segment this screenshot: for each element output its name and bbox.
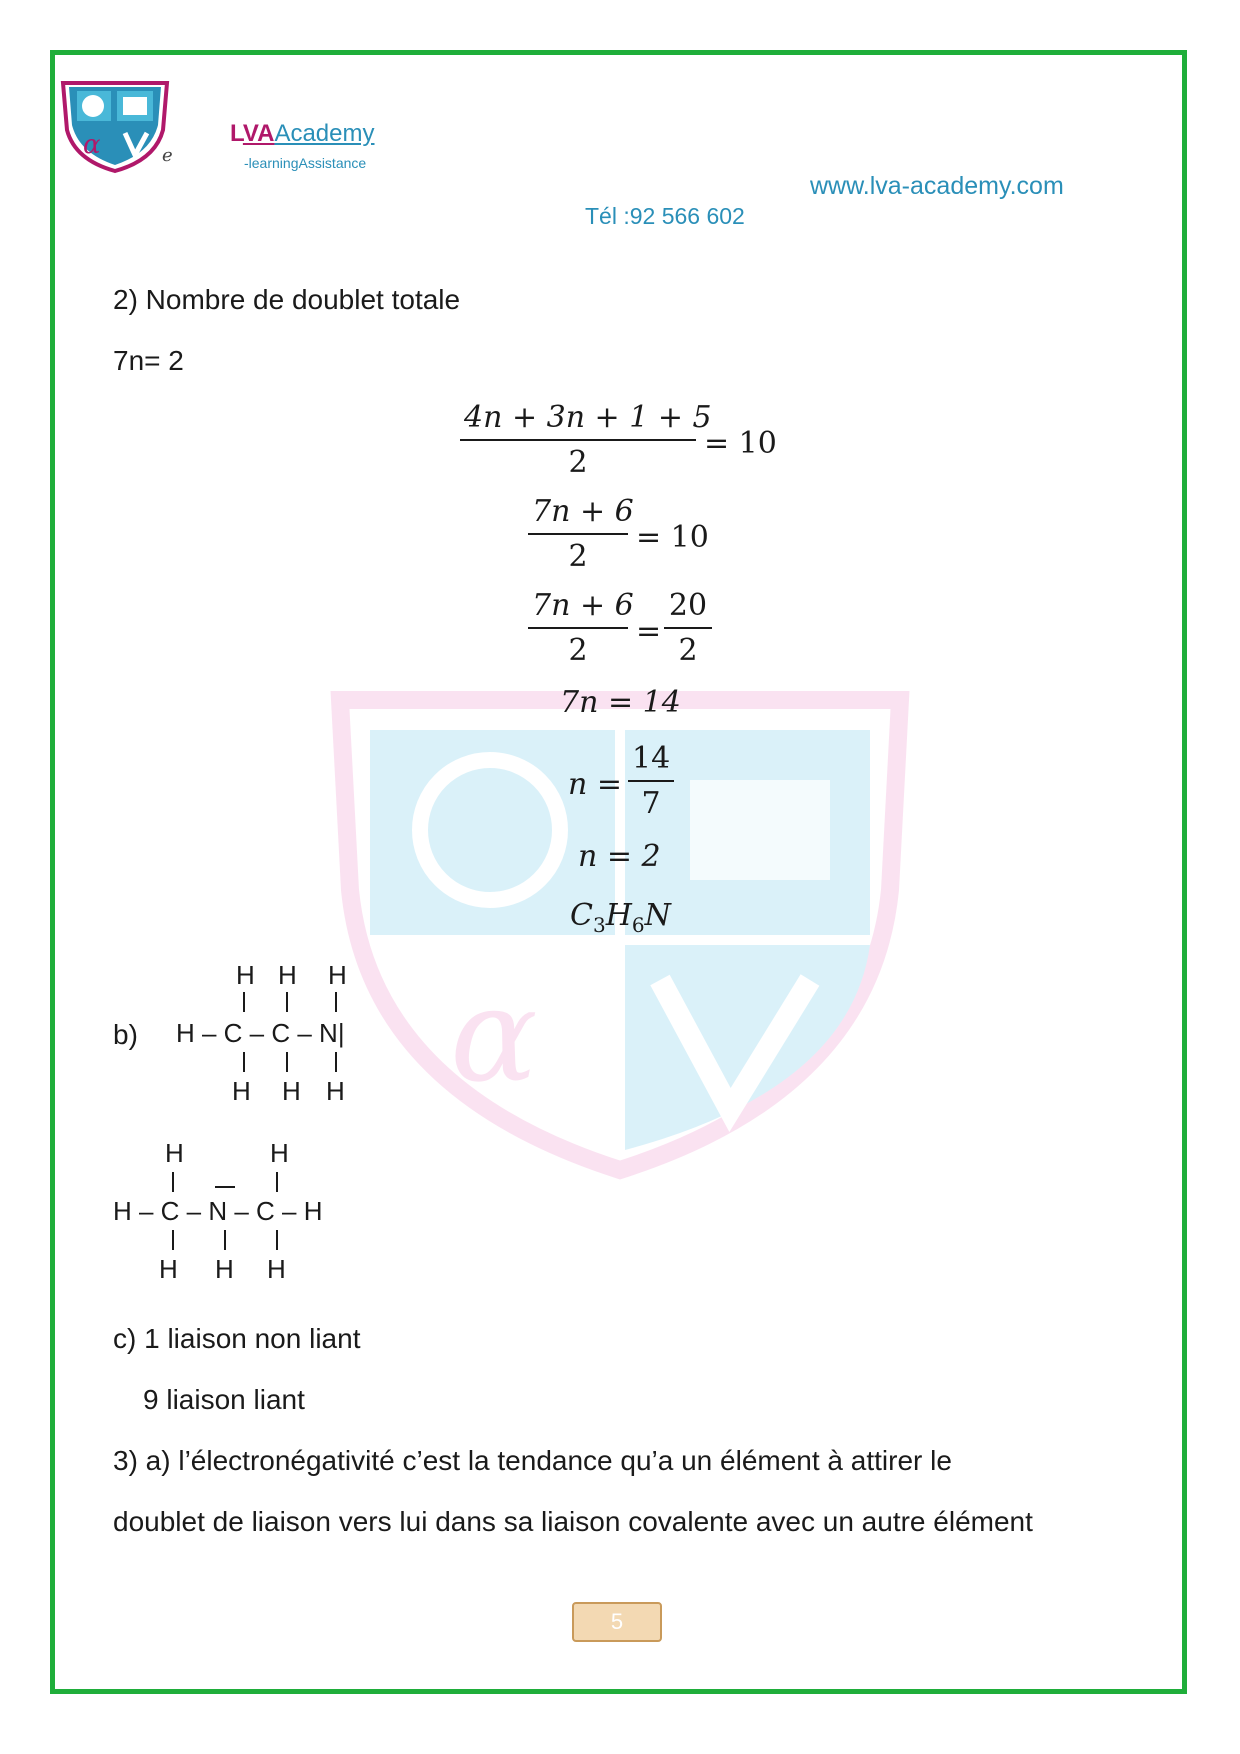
- bond-line: [224, 1230, 226, 1250]
- phone-number: Tél :92 566 602: [585, 203, 745, 229]
- structure-1: [176, 960, 376, 1110]
- question-2-title: 2) Nombre de doublet totale: [113, 284, 461, 315]
- atom-label: H: [328, 960, 347, 990]
- molecular-formula: $C_3H_6N$: [570, 898, 671, 937]
- question-3-line-1: 3) a) l’électronégativité c’est la tendance qu’a un élément à attirer le: [113, 1445, 952, 1476]
- atom-label: H: [215, 1254, 234, 1284]
- atom-label: H: [165, 1138, 184, 1168]
- logo-e-letter: e: [162, 145, 173, 166]
- equation-2-fraction: $\frac{7n + 6}{2}$: [528, 494, 628, 574]
- bond-line: [335, 992, 337, 1012]
- bond-line: [243, 1052, 245, 1072]
- page-number: 5: [572, 1602, 662, 1642]
- lva-logo: [55, 75, 175, 175]
- structure-2: [113, 1138, 373, 1288]
- bond-line: [335, 1052, 337, 1072]
- bond-line: [276, 1172, 278, 1192]
- atom-label: H: [282, 1076, 301, 1106]
- atom-label: H: [236, 960, 255, 990]
- equation-4: 7n = 14: [560, 685, 681, 720]
- lone-pair-line: [215, 1186, 235, 1188]
- question-3-line-2: doublet de liaison vers lui dans sa liaison covalente avec un autre élément: [113, 1506, 1033, 1537]
- equation-1-rhs: = 10: [704, 426, 777, 461]
- atom-label: H: [159, 1254, 178, 1284]
- svg-text:α: α: [450, 959, 538, 1111]
- structure-1-main-chain: H – C – C – N|: [176, 1018, 345, 1048]
- atom-label: H: [278, 960, 297, 990]
- bond-line: [286, 1052, 288, 1072]
- equation-5-lhs: n =: [568, 767, 622, 802]
- part-c-line-1: c) 1 liaison non liant: [113, 1323, 361, 1354]
- equation-3-left-fraction: $\frac{7n + 6}{2}$: [528, 588, 628, 668]
- equation-5-fraction: $\frac{14}{7}$: [628, 741, 674, 821]
- website-link[interactable]: www.lva-academy.com: [810, 172, 1064, 200]
- bond-line: [286, 992, 288, 1012]
- bond-line: [243, 992, 245, 1012]
- atom-label: H: [326, 1076, 345, 1106]
- part-b-label: b): [113, 1019, 138, 1050]
- question-2-equation: 7n= 2: [113, 345, 184, 376]
- equation-3-equals: =: [636, 614, 662, 649]
- atom-label: H: [270, 1138, 289, 1168]
- brand-tagline: -learningAssistance: [244, 155, 367, 171]
- bond-line: [276, 1230, 278, 1250]
- part-c-line-2: 9 liaison liant: [143, 1384, 305, 1415]
- equation-6: n = 2: [578, 839, 661, 874]
- equation-3-right-fraction: $\frac{20}{2}$: [664, 588, 712, 668]
- svg-text:α: α: [83, 130, 101, 160]
- equation-2-rhs: = 10: [636, 520, 709, 555]
- structure-2-main-chain: H – C – N – C – H: [113, 1196, 323, 1226]
- equation-1-fraction: $\frac{4n + 3n + 1 + 5}{2}$: [460, 400, 696, 480]
- brand-name: LVAAcademy: [230, 120, 375, 147]
- bond-line: [172, 1230, 174, 1250]
- atom-label: H: [232, 1076, 251, 1106]
- bond-line: [172, 1172, 174, 1192]
- atom-label: H: [267, 1254, 286, 1284]
